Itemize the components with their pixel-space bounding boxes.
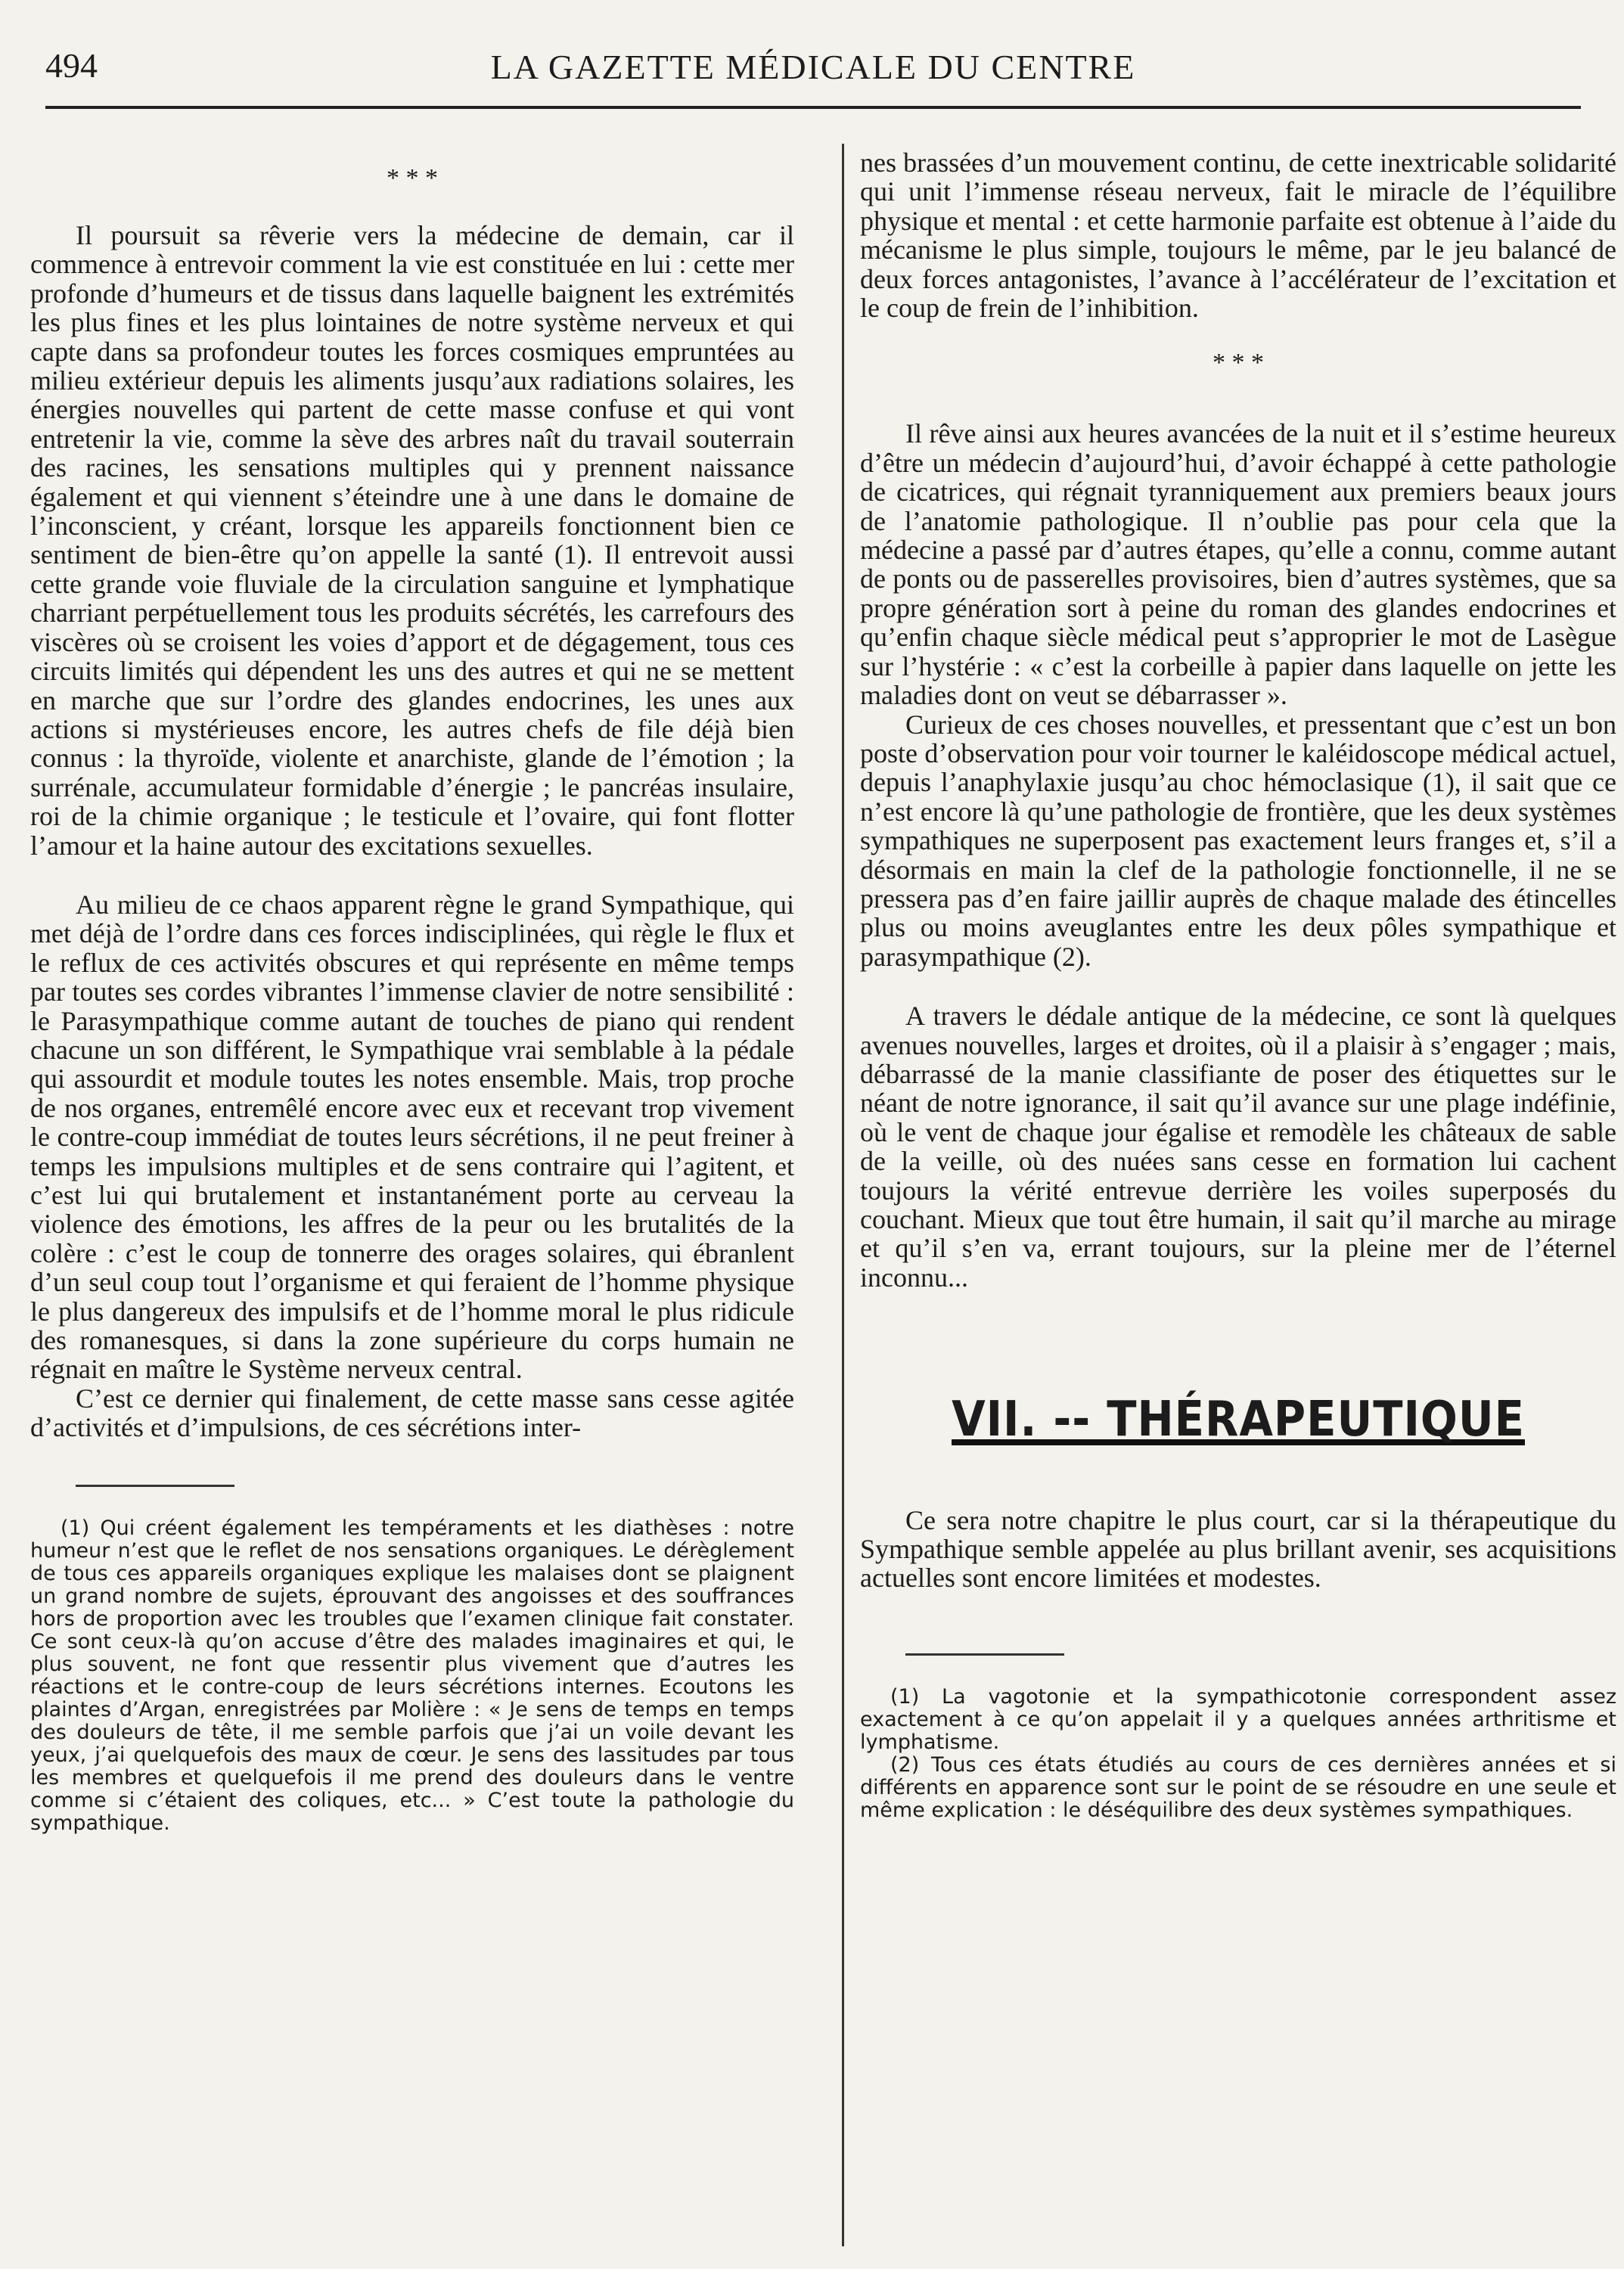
footnote: (1) Qui créent également les tempéraments et les diathèses : notre humeur n’est que le reflet de nos sensations organiques. Le dérèglement de tous ces appareils organiques explique les malaises dont se plaignent un grand nombre de sujets, éprouvant des angoisses et des souffrances hors de proportion avec les troubles que l’examen clinique fait constater. Ce sont ceux-là qu’on accuse d’être des malades imaginaires et qui, le plus souvent, ne font que ressentir plus vivement que d’autres les réactions et le contre-coup de leurs sécrétions internes. Ecoutons les plaintes d’Argan, enregistrées par Molière : « Je sens de temps en temps des douleurs de tête, il me semble parfois que j’ai un voile devant les yeux, j’ai quelquefois des maux de cœur. Je sens des lassitudes par tous les membres et quelquefois il me prend des douleurs dans le ventre comme si c’étaient des coliques, etc... » C’est toute la pathologie du sympathique.	[30, 1516, 794, 1835]
paragraph: Il rêve ainsi aux heures avancées de la nuit et il s’estime heureux d’être un médecin d’aujourd’hui, d’avoir échappé à cette pathologie de cicatrices, qui régnait tyranniquement aux premiers beaux jours de l’anatomie pathologique. Il n’oublie pas pour cela que la médecine a passé par d’autres étapes, qu’elle a connu, comme autant de ponts ou de passerelles provisoires, bien d’autres systèmes, que sa propre génération sort à peine du roman des glandes endocrines et qu’enfin chaque siècle médical peut s’approprier le mot de Lasègue sur l’hystérie : « c’est la corbeille à papier dans laquelle on jette les maladies dont on veut se débarrasser ».	[860, 418, 1616, 711]
footnote-rule	[76, 1485, 234, 1487]
paragraph-continuation: nes brassées d’un mouvement continu, de cette inextricable solidarité qui unit l’immense réseau nerveux, fait le miracle de l’équilibre physique et mental : et cette harmonie parfaite est obtenue à l’aide du mécanisme le plus simple, toujours le même, par le jeu balancé de deux forces antagonistes, l’avance à l’accélérateur de l’excitation et le coup de frein de l’inhibition.	[860, 147, 1616, 324]
section-separator: * * *	[387, 164, 438, 192]
paragraph: Au milieu de ce chaos apparent règne le grand Sympathique, qui met déjà de l’ordre dans ces forces indisciplinées, qui règle le flux et le reflux de ces activités obscures et qui représente en même temps par toutes ses cordes vibrantes l’immense clavier de notre sensibilité : le Parasympathique comme autant de touches de piano qui rendent chacune un son différent, le Sympathique vrai semblable à la pédale qui assourdit et module toutes les notes ensemble. Mais, trop proche de nos organes, entremêlé encore avec eux et recevant trop vivement le contre-coup immédiat de toutes leurs sécrétions, il ne peut freiner à temps les impulsions multiples et de sens contraire qui l’agitent, et c’est lui qui brutalement et instantanément porte au cerveau la violence des émotions, les affres de la peur ou les brutalités de la colère : c’est le coup de tonnerre des orages solaires, qui ébranlent d’un seul coup tout l’organisme et qui feraient de l’homme physique le plus dangereux des impulsifs et de l’homme moral le plus ridicule des romanesques, si dans la zone supérieure du corps humain ne régnait en maître le Système nerveux central.	[30, 889, 794, 1385]
footnotes	[30, 1517, 794, 1835]
left-column	[30, 151, 794, 1835]
paragraph: A travers le dédale antique de la médecine, ce sont là quelques avenues nouvelles, larges et droites, où il a plaisir à s’engager ; mais, débarrassé de la manie classifiante de poser des étiquettes sur le néant de notre ignorance, il sait qu’il avance sur une plage indéfinie, où le vent de chaque jour égalise et remodèle les châteaux de sable de la veille, où des nuées sans cesse en formation lui cachent toujours la vérité entrevue derrière les voiles superposés du couchant. Mieux que tout être humain, il sait qu’il marche au mirage et qu’il s’en va, errant toujours, sur la pleine mer de l’éternel inconnu...	[860, 1001, 1616, 1293]
footnote: (1) La vagotonie et la sympathicotonie correspondent assez exactement à ce qu’on appelait il y a quelques années arthritisme et lymphatisme.	[860, 1684, 1616, 1754]
paragraph: Ce sera notre chapitre le plus court, car si la thérapeutique du Sympathique semble appelée au plus brillant avenir, ses acquisitions actuelles sont encore limitées et modestes.	[860, 1504, 1616, 1594]
footnotes	[860, 1686, 1616, 1822]
section-heading	[860, 1392, 1616, 1448]
section-heading-text: VII. -- THÉRAPEUTIQUE	[952, 1392, 1525, 1448]
page-number: 494	[45, 46, 98, 85]
paragraph: C’est ce dernier qui finalement, de cette masse sans cesse agitée d’activités et d’impulsions, de ces sécrétions inter-	[30, 1383, 794, 1443]
footnote-rule	[905, 1653, 1064, 1656]
column-divider	[842, 144, 844, 2246]
section-separator: * * *	[1213, 349, 1264, 377]
right-column	[860, 148, 1616, 1822]
paragraph: Curieux de ces choses nouvelles, et pressentant que c’est un bon poste d’observation pour voir tourner le kaléidoscope médical actuel, depuis l’anaphylaxie jusqu’au choc hémoclasique (1), il sait que ce n’est encore là qu’une pathologie de frontière, que les deux systèmes sympathiques ne superposent pas exactement leurs franges et, s’il a désormais en main la clef de la pathologie fonctionnelle, il ne se pressera pas d’en faire jaillir auprès de chaque malade des étincelles plus ou moins aveuglantes entre les deux pôles sympathique et parasympathique (2).	[860, 709, 1616, 972]
journal-title: LA GAZETTE MÉDICALE DU CENTRE	[490, 48, 1136, 86]
header-rule	[45, 106, 1581, 109]
footnote: (2) Tous ces états étudiés au cours de ces dernières années et si différents en apparence sont sur le point de se résoudre en une seule et même explication : le déséquilibre des deux systèmes sympathiques.	[860, 1752, 1616, 1822]
page-header	[45, 30, 1581, 113]
paragraph: Il poursuit sa rêverie vers la médecine de demain, car il commence à entrevoir comment la vie est constituée en lui : cette mer profonde d’humeurs et de tissus dans laquelle baignent les extrémités les plus fines et les plus lointaines de notre système nerveux et qui capte dans sa profondeur toutes les forces cosmiques empruntées au milieu extérieur depuis les aliments jusqu’aux radiations solaires, les énergies nouvelles qui partent de cette masse confuse et qui vont entretenir la vie, comme la sève des arbres naît du travail souterrain des racines, les sensations multiples qui y prennent naissance également et qui viennent s’éteindre une à une dans le domaine de l’inconscient, y créant, lorsque les appareils fonctionnent bien ce sentiment de bien-être qu’on appelle la santé (1). Il entrevoit aussi cette grande voie fluviale de la circulation sanguine et lymphatique charriant perpétuellement tous les produits sécrétés, les carrefours des viscères où se croisent les voies d’apport et de dégagement, tous ces circuits limités qui dépendent les uns des autres et qui ne se mettent en marche que sur l’ordre des glandes endocrines, les unes aux actions si mystérieuses encore, les autres chefs de file déjà bien connus : la thyroïde, violente et anarchiste, glande de l’émotion ; la surrénale, accumulateur formidable d’énergie ; le pancréas insulaire, roi de la chimie organique ; le testicule et l’ovaire, qui font flotter l’amour et la haine autour des excitations sexuelles.	[30, 220, 794, 861]
